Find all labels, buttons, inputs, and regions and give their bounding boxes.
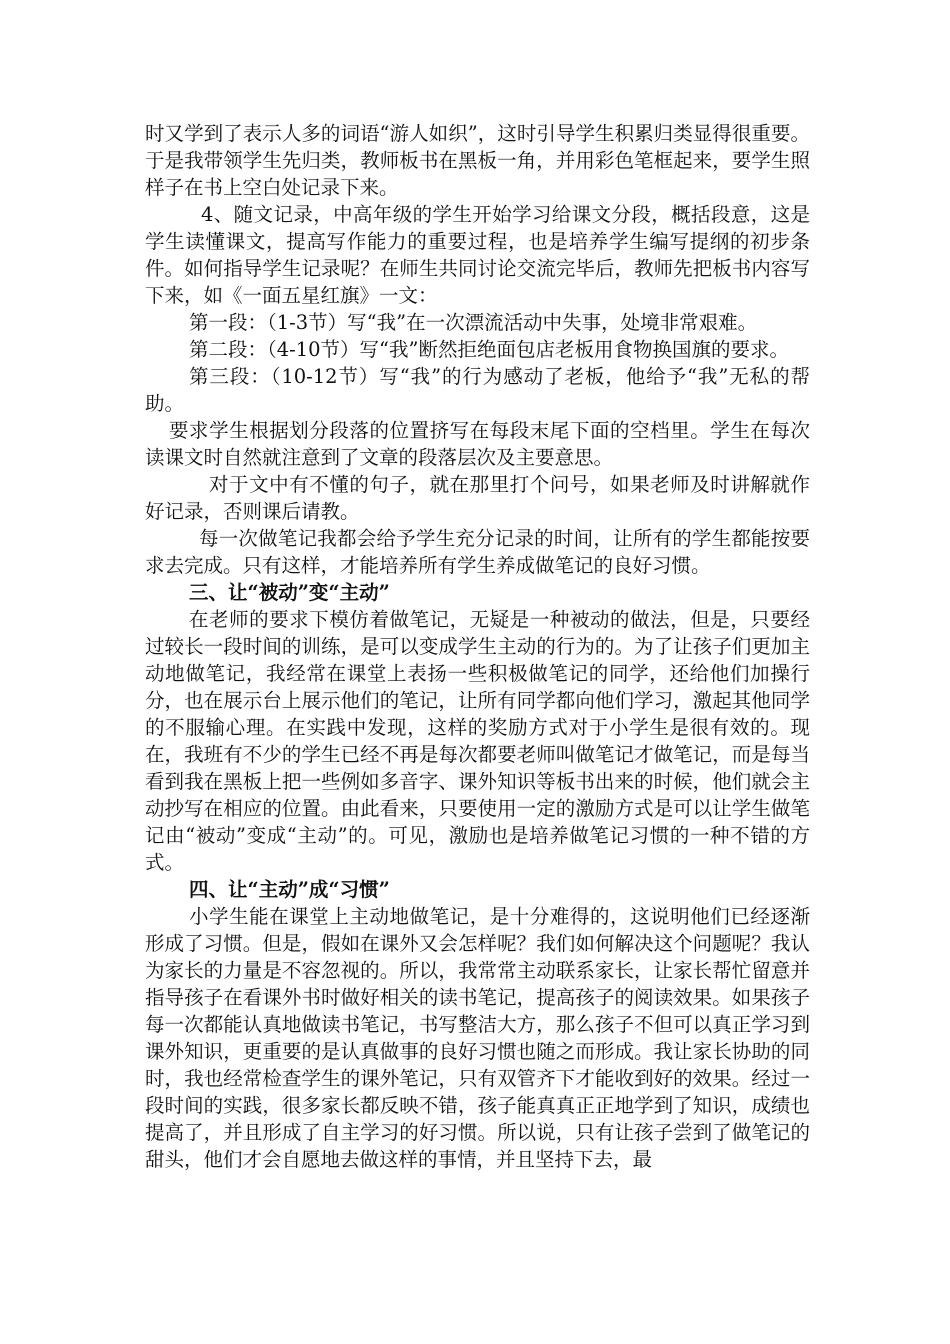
paragraph-section-one: 第一段：（1-3节）写“我”在一次漂流活动中失事，处境非常艰难。 (189, 311, 758, 334)
section-heading-four: 四、让“主动”成“习惯” (189, 878, 390, 901)
paragraph-note-time: 每一次做笔记我都会给予学生充分记录的时间，让所有的学生都能按要求去完成。只有这样，才能培养所有学生养成做笔记的良好习惯。 (145, 527, 810, 577)
section-heading-three: 三、让“被动”变“主动” (189, 581, 390, 604)
paragraph-question-mark: 对于文中有不懂的句子，就在那里打个问号，如果老师及时讲解就作好记录，否则课后请教。 (145, 473, 810, 523)
paragraph-section-requirement: 要求学生根据划分段落的位置挤写在每段末尾下面的空档里。学生在每次读课文时自然就注意到了文章的段落层次及主要意思。 (145, 419, 810, 469)
paragraph-section-two: 第二段：（4-10节）写“我”断然拒绝面包店老板用食物换国旗的要求。 (189, 338, 789, 361)
paragraph-passive-to-active: 在老师的要求下模仿着做笔记，无疑是一种被动的做法，但是，只要经过较长一段时间的训练，是可以变成学生主动的行为的。为了让孩子们更加主动地做笔记，我经常在课堂上表扬一些积极做笔记的同学，还给他们加操行分，也在展示台上展示他们的笔记，让所有同学都向他们学习，激起其他同学的不服输心理。在实践中发现，这样的奖励方式对于小学生是很有效的。现在，我班有不少的学生已经不再是每次都要老师叫做笔记才做笔记，而是每当看到我在黑板上把一些例如多音字、课外知识等板书出来的时候，他们就会主动抄写在相应的位置。由此看来，只要使用一定的激励方式是可以让学生做笔记由“被动”变成“主动”的。可见，激励也是培养做笔记习惯的一种不错的方式。 (145, 608, 810, 874)
document-page (145, 120, 810, 1173)
paragraph-record-with-text: 4、随文记录，中高年级的学生开始学习给课文分段，概括段意，这是学生读懂课文，提高写作能力的重要过程，也是培养学生编写提纲的初步条件。如何指导学生记录呢？在师生共同讨论交流完毕后，教师先把板书内容写下来，如《一面五星红旗》一文： (145, 203, 810, 307)
paragraph-word-accumulation: 时又学到了表示人多的词语“游人如织”，这时引导学生积累归类显得很重要。于是我带领学生先归类，教师板书在黑板一角，并用彩色笔框起来，要学生照样子在书上空白处记录下来。 (145, 122, 810, 199)
paragraph-section-three: 第三段：（10-12节）写“我”的行为感动了老板，他给予“我”无私的帮助。 (145, 365, 810, 415)
paragraph-active-to-habit: 小学生能在课堂上主动地做笔记，是十分难得的，这说明他们已经逐渐形成了习惯。但是，假如在课外又会怎样呢？我们如何解决这个问题呢？我认为家长的力量是不容忽视的。所以，我常常主动联系家长，让家长帮忙留意并指导孩子在看课外书时做好相关的读书笔记，提高孩子的阅读效果。如果孩子每一次都能认真地做读书笔记，书写整洁大方，那么孩子不但可以真正学习到课外知识，更重要的是认真做事的良好习惯也随之而形成。我让家长协助的同时，我也经常检查学生的课外笔记，只有双管齐下才能收到好的效果。经过一段时间的实践，很多家长都反映不错，孩子能真真正正地学到了知识，成绩也提高了，并且形成了自主学习的好习惯。所以说，只有让孩子尝到了做笔记的甜头，他们才会自愿地去做这样的事情，并且坚持下去，最 (145, 905, 810, 1171)
